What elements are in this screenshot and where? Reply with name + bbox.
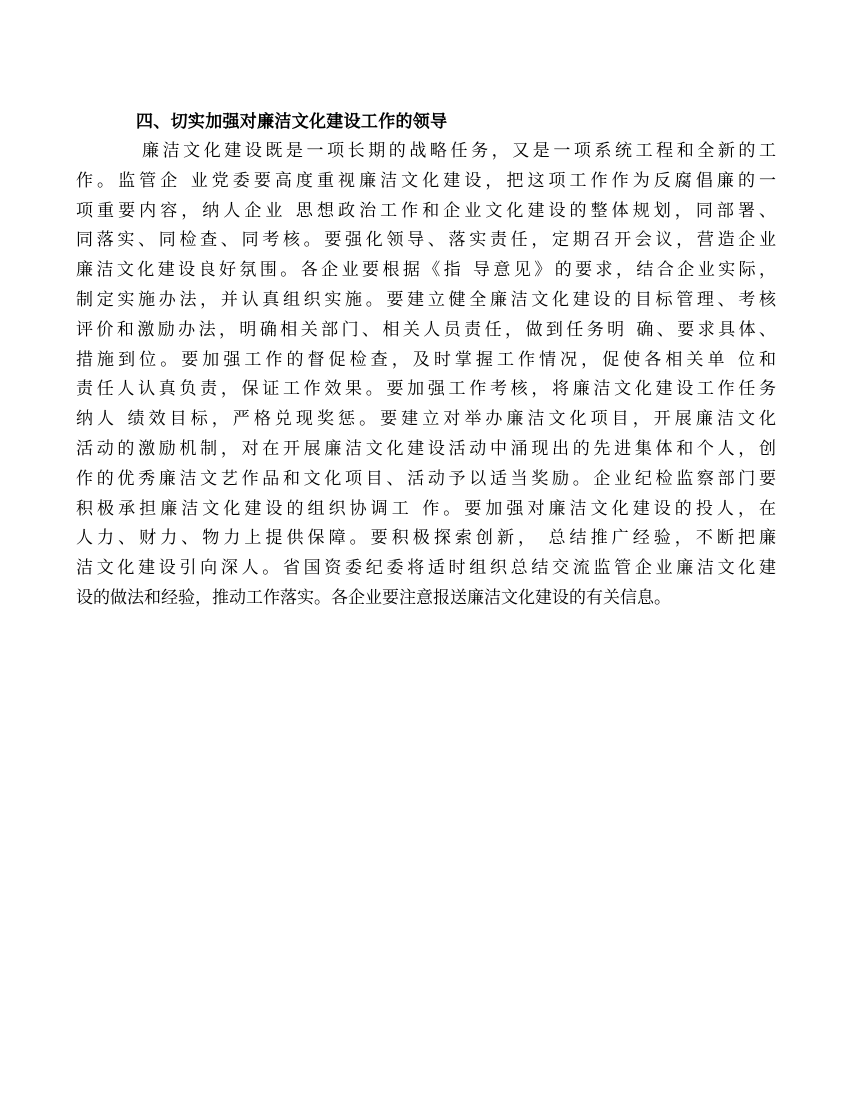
paragraph-line: 作。监管企 业党委要高度重视廉洁文化建设，把这项工作作为反腐倡廉的一 — [76, 170, 776, 191]
body-paragraph — [76, 137, 776, 614]
paragraph-line: 责任人认真负责，保证工作效果。要加强工作考核，将廉洁文化建设工作任务 — [76, 379, 776, 400]
paragraph-line: 纳人 绩效目标，严格兑现奖惩。要建立对举办廉洁文化项目，开展廉洁文化 — [76, 409, 776, 430]
paragraph-line: 设的做法和经验，推动工作落实。各企业要注意报送廉洁文化建设的有关信息。 — [76, 587, 671, 608]
paragraph-line: 同落实、同检查、同考核。要强化领导、落实责任，定期召开会议，营造企业 — [76, 230, 776, 251]
paragraph-line: 人力、财力、物力上提供保障。要积极探索创新， 总结推广经验，不断把廉 — [76, 528, 776, 549]
paragraph-line: 积极承担廉洁文化建设的组织协调工 作。要加强对廉洁文化建设的投人，在 — [76, 498, 776, 519]
section-heading: 四、切实加强对廉洁文化建设工作的领导 — [136, 112, 448, 132]
paragraph-line: 项重要内容，纳人企业 思想政治工作和企业文化建设的整体规划，同部署、 — [76, 200, 776, 221]
paragraph-line: 作的优秀廉洁文艺作品和文化项目、活动予以适当奖励。企业纪检监察部门要 — [76, 468, 776, 489]
paragraph-line: 制定实施办法，并认真组织实施。要建立健全廉洁文化建设的目标管理、考核 — [76, 289, 776, 310]
paragraph-line: 评价和激励办法，明确相关部门、相关人员责任，做到任务明 确、要求具体、 — [76, 319, 776, 340]
paragraph-line: 洁文化建设引向深人。省国资委纪委将适时组织总结交流监管企业廉洁文化建 — [76, 558, 776, 579]
paragraph-line: 廉洁文化建设良好氛围。各企业要根据《指 导意见》的要求，结合企业实际， — [76, 260, 776, 281]
paragraph-line: 活动的激励机制，对在开展廉洁文化建设活动中涌现出的先进集体和个人，创 — [76, 438, 776, 459]
paragraph-line: 措施到位。要加强工作的督促检查，及时掌握工作情况，促使各相关单 位和 — [76, 349, 776, 370]
paragraph-line: 廉洁文化建设既是一项长期的战略任务，又是一项系统工程和全新的工 — [142, 141, 776, 161]
